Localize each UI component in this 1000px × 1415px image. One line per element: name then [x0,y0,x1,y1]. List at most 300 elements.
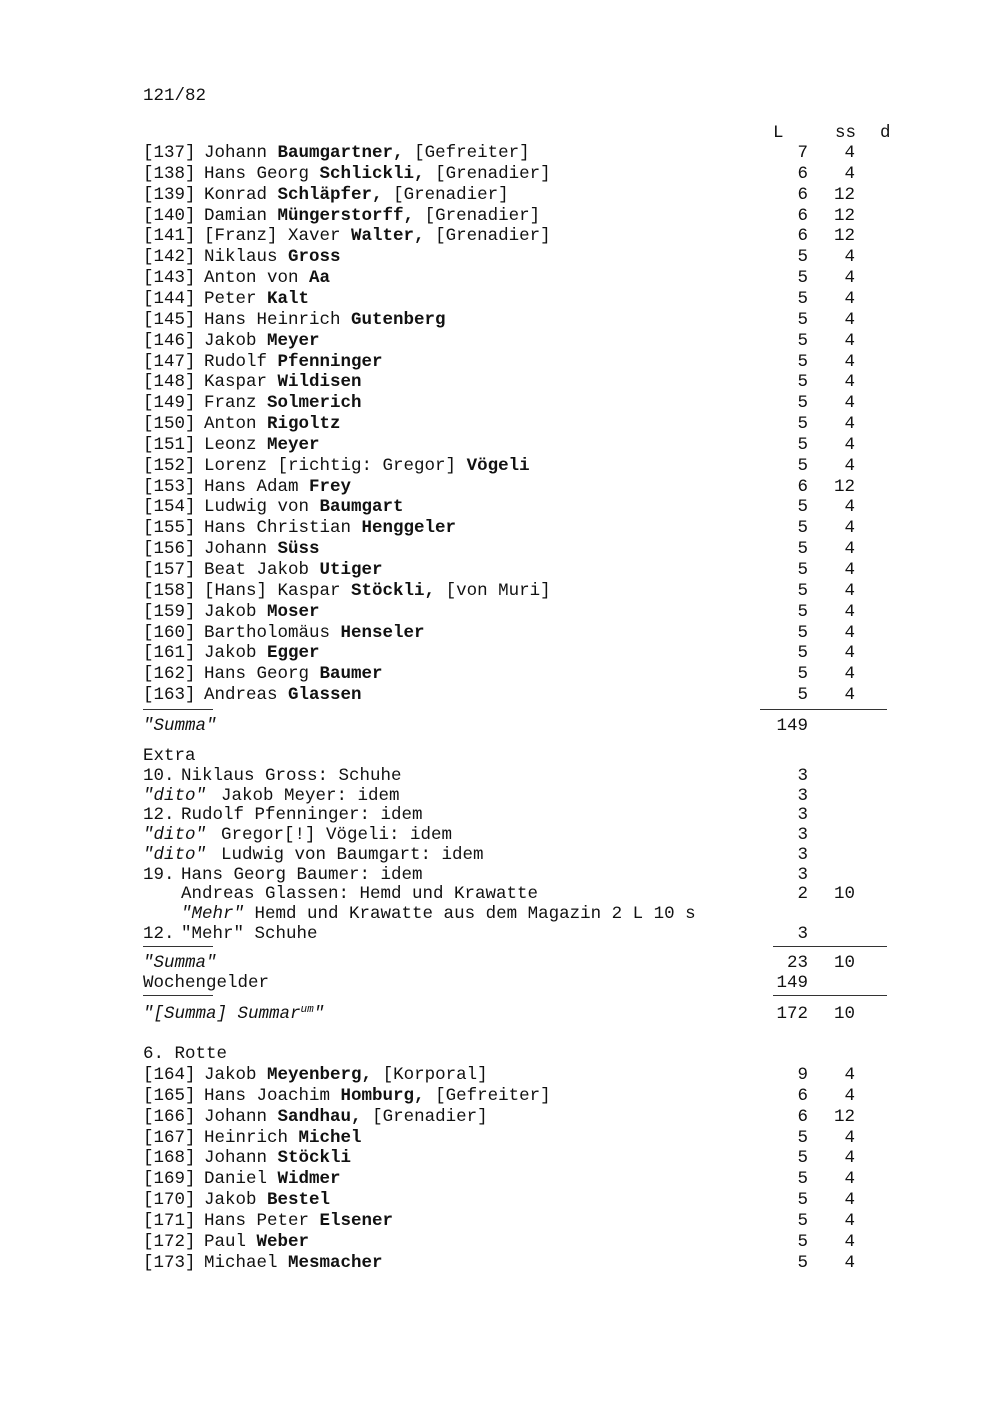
entry-number: [154] [143,497,196,518]
extra-value-L: 3 [797,844,808,865]
value-ss: 4 [844,664,855,685]
entry-name [204,1211,393,1232]
first-name: Johann [204,1106,268,1127]
rank: [Grenadier] [424,205,541,226]
summarum-value-L: 172 [776,1004,808,1024]
surname: Frey [309,476,352,497]
surname: Henseler [340,622,425,643]
entry-name [204,1065,488,1086]
first-name: Jakob [204,1065,257,1085]
value-ss: 4 [844,372,855,393]
value-ss: 4 [844,580,855,601]
entry-name [204,1253,383,1274]
value-ss: 4 [844,309,855,330]
entry-name [204,185,509,206]
first-name: Bartholomäus [204,622,331,643]
entry-number: [161] [143,643,196,664]
entry-name [204,560,383,581]
entry-name [204,289,309,310]
roster-row [143,518,903,539]
extra-text: Andreas Glassen: Hemd und Krawatte [181,884,539,905]
extra-value-ss: 10 [833,884,855,905]
roster-row [143,477,903,498]
value-ss: 4 [844,455,855,476]
value-ss: 4 [844,601,855,622]
entry-name [204,268,330,289]
extra-value-L: 3 [797,864,808,885]
roster-row [143,1169,903,1190]
value-ss: 4 [844,1127,855,1148]
first-name: Ludwig von [204,497,310,518]
value-ss: 12 [833,184,855,205]
entry-number: [150] [143,414,196,435]
entry-name [204,1232,309,1253]
rule-right [760,709,887,710]
surname: Homburg, [340,1085,425,1106]
first-name: Anton von [204,268,299,289]
entry-number: [170] [143,1190,196,1211]
surname: Baumgart [319,497,404,518]
entry-name [204,1169,341,1190]
first-name: Hans Georg [204,664,310,685]
extra-last-text: "Mehr" Schuhe [181,924,318,944]
entry-name [204,1107,488,1128]
summarum-label-b: " [313,1004,325,1024]
first-name: Andreas [204,685,278,706]
surname: Gross [288,247,341,268]
entry-number: [163] [143,685,196,706]
entry-name [204,352,383,373]
entry-number: [173] [143,1252,196,1273]
roster-row [143,1128,903,1149]
surname: Weber [256,1231,310,1252]
surname: Kalt [267,288,310,309]
value-ss: 4 [844,1190,855,1211]
value-L: 5 [797,1210,808,1231]
summa-row-2 [143,953,903,973]
value-L: 6 [797,1106,808,1127]
roster-row [143,143,903,164]
roster-row [143,1190,903,1211]
surname: Süss [277,539,320,560]
entry-number: [151] [143,434,196,455]
entry-number: [172] [143,1231,196,1252]
first-name: Hans Joachim [204,1085,331,1106]
entry-name [204,664,383,685]
roster-row [143,1148,903,1169]
value-L: 5 [797,247,808,268]
extra-row [143,865,903,886]
mehr-note-text: Hemd und Krawatte aus dem Magazin 2 L 10 s [254,904,696,924]
surname: Meyer [267,434,320,455]
extra-row [143,884,903,905]
wochengelder-row [143,973,903,993]
value-ss: 4 [844,1210,855,1231]
entry-number: [148] [143,372,196,393]
extra-row [143,786,903,807]
value-L: 6 [797,163,808,184]
wochengelder-value: 149 [776,973,808,993]
value-ss: 4 [844,622,855,643]
value-L: 5 [797,580,808,601]
value-L: 5 [797,434,808,455]
first-name: Hans Peter [204,1210,310,1231]
entry-number: [167] [143,1127,196,1148]
roster-row [143,414,903,435]
surname: Pfenninger [277,351,383,372]
entry-name [204,643,320,664]
rank: [Grenadier] [435,163,551,184]
surname: Solmerich [267,393,362,414]
surname: Schlickli, [319,163,425,184]
value-ss: 4 [844,1231,855,1252]
rule-left [143,709,213,710]
first-name: Jakob [204,1190,257,1211]
surname: Henggeler [361,518,457,539]
entry-number: [155] [143,518,196,539]
roster-row [143,456,903,477]
value-L: 5 [797,268,808,289]
summarum-label-sup: um [300,1004,314,1016]
roster-row [143,164,903,185]
first-name: Damian [204,205,268,226]
value-ss: 4 [844,288,855,309]
surname: Stöckli [277,1148,352,1169]
value-L: 5 [797,560,808,580]
entry-number: [137] [143,143,196,163]
surname: Schläpfer, [277,184,383,205]
surname: Stöckli, [351,580,436,601]
value-L: 5 [797,664,808,685]
extra-value-L: 2 [797,884,808,905]
extra-row [143,805,903,826]
column-header-ss: ss [835,123,857,143]
value-L: 6 [797,1085,808,1106]
roster-row [143,497,903,518]
first-name: Hans Heinrich [204,309,341,330]
summa-value: 149 [776,716,808,736]
value-ss: 4 [844,1252,855,1273]
entry-name [204,1190,330,1211]
entry-number: [140] [143,205,196,226]
page-number: 121/82 [143,86,207,106]
value-ss: 4 [844,1065,855,1085]
surname: Baumer [319,664,383,685]
extra-row [143,845,903,866]
entry-number: [152] [143,455,196,476]
entry-name [204,497,404,518]
first-name: Daniel [204,1169,268,1190]
summarum-row [143,1004,903,1024]
surname: Elsener [319,1210,394,1231]
roster-row [143,1253,903,1274]
value-L: 5 [797,372,808,393]
first-name: Johann [204,143,268,163]
rank: [Korporal] [382,1065,488,1085]
roster-row [143,435,903,456]
extra-text: Gregor[!] Vögeli: idem [221,825,453,846]
entry-number: [153] [143,476,196,497]
value-L: 5 [797,1127,808,1148]
entry-name [204,393,362,414]
value-ss: 12 [833,1106,855,1127]
extra-prefix: "dito" [143,844,207,865]
value-ss: 4 [844,434,855,455]
value-L: 5 [797,622,808,643]
first-name: Hans Georg [204,163,310,184]
entry-name [204,1148,351,1169]
value-L: 9 [797,1065,808,1085]
value-L: 5 [797,1252,808,1273]
first-name: [Hans] Kaspar [204,580,341,601]
surname: Widmer [277,1169,341,1190]
value-L: 5 [797,518,808,539]
first-name: Johann [204,1148,268,1169]
wochengelder-label: Wochengelder [143,973,270,993]
entry-number: [158] [143,580,196,601]
value-ss: 4 [844,1169,855,1190]
entry-name [204,539,320,560]
entry-number: [159] [143,601,196,622]
entry-number: [139] [143,184,196,205]
surname: Müngerstorff, [277,205,415,226]
entry-number: [164] [143,1065,196,1085]
rank: [Grenadier] [435,226,551,247]
entry-name [204,310,446,331]
value-ss: 4 [844,643,855,664]
entry-number: [146] [143,330,196,351]
value-L: 5 [797,643,808,664]
entry-name [204,331,320,352]
surname: Walter, [351,226,425,247]
entry-number: [157] [143,560,196,580]
rank: [von Muri] [445,580,551,601]
mehr-note [181,904,696,924]
roster-row [143,623,903,644]
rule-left [143,995,213,996]
value-ss: 4 [844,351,855,372]
surname: Mesmacher [288,1252,383,1273]
value-L: 6 [797,226,808,247]
first-name: Hans Adam [204,476,299,497]
value-ss: 4 [844,268,855,289]
value-ss: 4 [844,393,855,414]
entry-number: [166] [143,1106,196,1127]
entry-number: [171] [143,1210,196,1231]
extra-value-L: 3 [797,805,808,826]
roster-row [143,372,903,393]
entry-name [204,1128,362,1149]
rule-right [773,995,887,996]
column-header-d: d [880,123,891,143]
entry-name [204,143,530,164]
entry-number: [138] [143,163,196,184]
summa-label: "Summa" [143,716,217,736]
first-name: Paul [204,1231,247,1252]
first-name: Niklaus [204,247,278,268]
value-ss: 12 [833,205,855,226]
extra-value-L: 3 [797,766,808,786]
extra-value-L: 3 [797,825,808,846]
entry-name [204,247,341,268]
value-L: 7 [797,143,808,163]
value-ss: 4 [844,247,855,268]
entry-name [204,602,320,623]
extra-text: Jakob Meyer: idem [221,785,400,806]
entry-number: [142] [143,247,196,268]
summa-row-1 [143,716,808,736]
entry-number: [144] [143,288,196,309]
first-name: Jakob [204,643,257,664]
roster-row [143,247,903,268]
surname: Vögeli [466,455,530,476]
entry-number: [169] [143,1169,196,1190]
surname: Bestel [267,1190,331,1211]
value-L: 5 [797,1231,808,1252]
first-name: Lorenz [richtig: Gregor] [204,455,457,476]
value-ss: 4 [844,1085,855,1106]
surname: Rigoltz [267,414,341,435]
entry-name [204,685,362,706]
extra-prefix: 19. [143,864,175,885]
entry-name [204,414,341,435]
value-L: 5 [797,685,808,706]
value-ss: 4 [844,539,855,560]
column-header-L: L [773,123,784,143]
extra-row [143,825,903,846]
entry-number: [165] [143,1085,196,1106]
first-name: Anton [204,414,257,435]
extra-text: Rudolf Pfenninger: idem [181,805,423,826]
roster-row [143,1107,903,1128]
first-name: Franz [204,393,257,414]
value-ss: 4 [844,1148,855,1169]
value-ss: 4 [844,518,855,539]
value-ss: 4 [844,497,855,518]
surname: Aa [309,268,331,289]
value-ss: 4 [844,163,855,184]
value-L: 5 [797,497,808,518]
roster-row [143,352,903,373]
extra-value-L: 3 [797,785,808,806]
roster-row [143,560,903,581]
entry-name [204,206,540,227]
entry-name [204,372,362,393]
first-name: Beat Jakob [204,560,310,580]
roster-row [143,581,903,602]
entry-name [204,623,425,644]
extra-text: Niklaus Gross: Schuhe [181,766,402,786]
first-name: Jakob [204,330,257,351]
roster-row [143,602,903,623]
entry-name [204,518,456,539]
value-L: 5 [797,393,808,414]
first-name: Kaspar [204,372,268,393]
extra-prefix: "dito" [143,825,207,846]
value-L: 5 [797,539,808,560]
rule-left [143,946,213,947]
surname: Baumgartner, [277,143,404,163]
value-L: 5 [797,330,808,351]
entry-number: [147] [143,351,196,372]
value-L: 5 [797,455,808,476]
value-L: 5 [797,288,808,309]
entry-number: [156] [143,539,196,560]
extra-row [143,766,903,787]
summa-value-L: 23 [786,953,808,973]
extra-title: Extra [143,746,196,766]
first-name: [Franz] Xaver [204,226,341,247]
entry-name [204,477,351,498]
rotte-title: 6. Rotte [143,1044,228,1064]
roster-row [143,685,903,706]
value-ss: 4 [844,143,855,163]
entry-name [204,1086,551,1107]
surname: Utiger [319,560,383,580]
first-name: Konrad [204,184,268,205]
roster-row [143,268,903,289]
extra-last-number: 12. [143,924,175,944]
extra-last-row [143,924,903,944]
summarum-value-ss: 10 [833,1004,855,1024]
value-ss: 4 [844,414,855,435]
first-name: Jakob [204,601,257,622]
first-name: Rudolf [204,351,268,372]
extra-last-value: 3 [797,924,808,944]
first-name: Johann [204,539,268,560]
roster-row [143,1065,903,1086]
roster-row [143,1232,903,1253]
surname: Michel [298,1127,362,1148]
mehr-note-italic: "Mehr" [181,904,245,924]
roster-row [143,331,903,352]
summa-value-ss: 10 [833,953,855,973]
first-name: Hans Christian [204,518,352,539]
extra-text: Ludwig von Baumgart: idem [221,844,484,865]
roster-row [143,393,903,414]
surname: Egger [267,643,320,664]
value-L: 5 [797,1169,808,1190]
rank: [Gefreiter] [435,1085,551,1106]
surname: Gutenberg [351,309,446,330]
value-ss: 12 [833,476,855,497]
value-L: 6 [797,476,808,497]
entry-name [204,164,551,185]
rank: [Grenadier] [372,1106,488,1127]
summarum-label-a: "[Summa] Summar [143,1004,301,1024]
entry-name [204,456,530,477]
entry-number: [160] [143,622,196,643]
entry-number: [143] [143,268,196,289]
roster-row [143,226,903,247]
roster-row [143,643,903,664]
roster-row [143,1211,903,1232]
entry-number: [149] [143,393,196,414]
entry-number: [162] [143,664,196,685]
surname: Meyenberg, [267,1065,373,1085]
roster-row [143,289,903,310]
value-L: 5 [797,351,808,372]
extra-prefix: "dito" [143,785,207,806]
surname: Sandhau, [277,1106,362,1127]
surname: Meyer [267,330,320,351]
extra-text: Hans Georg Baumer: idem [181,864,423,885]
entry-number: [145] [143,309,196,330]
first-name: Michael [204,1252,278,1273]
rank: [Gefreiter] [414,143,530,163]
rank: [Grenadier] [393,184,509,205]
first-name: Leonz [204,434,257,455]
